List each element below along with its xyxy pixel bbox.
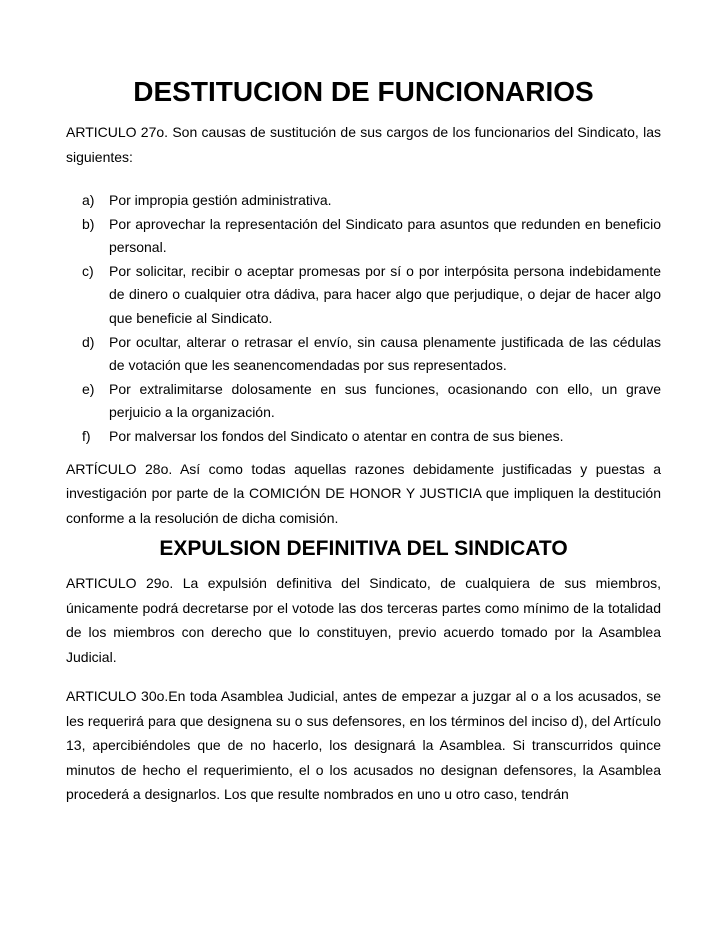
list-item-text: Por impropia gestión administrativa. [109,192,332,208]
causas-list [66,189,661,449]
list-marker: f) [82,427,91,444]
list-item [66,331,661,378]
list-item [66,378,661,425]
list-item-text: Por extralimitarse dolosamente en sus funciones, ocasionando con ello, un grave perjuicio a la organización. [109,380,661,421]
list-item-text: Por malversar los fondos del Sindicato o atentar en contra de sus bienes. [109,427,564,444]
document-body [66,76,661,807]
list-item-text: Por aprovechar la representación del Sindicato para asuntos que redunden en beneficio personal. [109,215,661,256]
articulo-30: ARTICULO 30o.En toda Asamblea Judicial, antes de empezar a juzgar al o a los acusados, se les requerirá para que designena su o sus defensores, en los términos del inciso d), del Artículo 13, apercibiéndoles que de no hacerlo, los designará la Asamblea. Si transcurridos quince minutos de hecho el requerimiento, el o los acusados no designan defensores, la Asamblea procederá a designarlos. Los que resulte nombrados en uno u otro caso, tendrán [66,688,661,803]
list-item [66,189,661,213]
list-item [66,260,661,331]
list-item [66,425,661,449]
list-marker: b) [82,215,95,232]
section-heading-destitucion: DESTITUCION DE FUNCIONARIOS [133,76,594,107]
articulo-27: ARTICULO 27o. Son causas de sustitución de sus cargos de los funcionarios del Sindicato, las siguientes: [66,124,661,165]
section-heading-expulsion: EXPULSION DEFINITIVA DEL SINDICATO [159,537,568,561]
articulo-28: ARTÍCULO 28o. Así como todas aquellas razones debidamente justificadas y puestas a investigación por parte de la COMICIÓN DE HONOR Y JUSTICIA que impliquen la destitución conforme a la resolución de dicha comisión. [66,460,661,526]
list-marker: d) [82,333,95,350]
list-marker: a) [82,192,95,208]
articulo-29: ARTICULO 29o. La expulsión definitiva del Sindicato, de cualquiera de sus miembros, únicamente podrá decretarse por el votode las dos terceras partes como mínimo de la totalidad de los miembros con derecho que lo constituyen, previo acuerdo tomado por la Asamblea Judicial. [66,575,661,665]
list-item [66,213,661,260]
list-item-text: Por ocultar, alterar o retrasar el envío, sin causa plenamente justificada de las cédulas de votación que les seanencomendadas por sus representados. [109,333,661,374]
list-marker: c) [82,262,94,279]
list-item-text: Por solicitar, recibir o aceptar promesas por sí o por interpósita persona indebidamente de dinero o cualquier otra dádiva, para hacer algo que perjudique, o dejar de hacer algo que beneficie al Sindicato. [109,262,661,326]
list-marker: e) [82,380,95,397]
